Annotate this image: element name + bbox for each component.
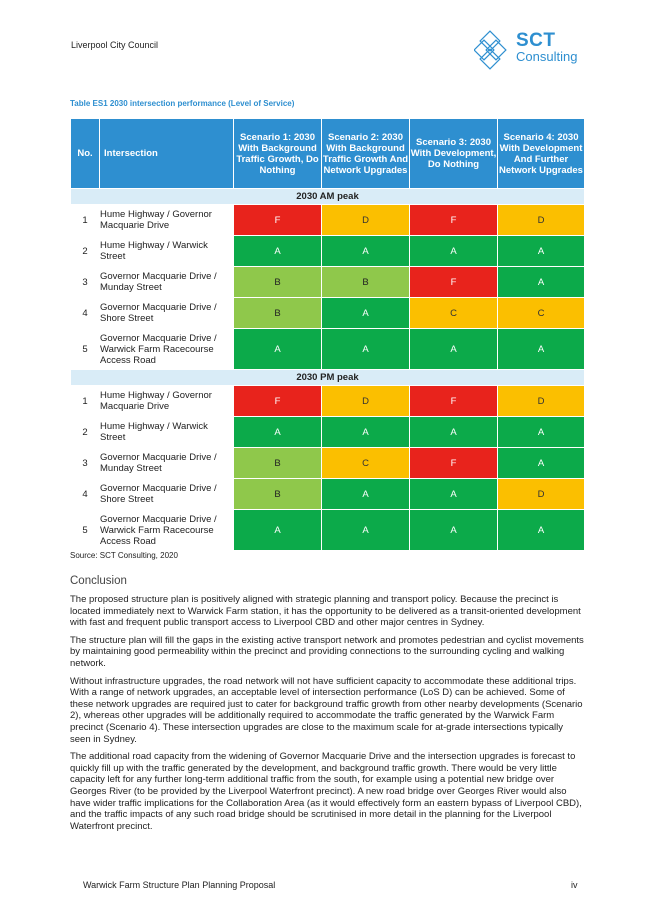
- los-cell-scenario-2: D: [322, 205, 410, 236]
- los-cell-scenario-2: A: [322, 479, 410, 510]
- conclusion-heading: Conclusion: [70, 575, 127, 587]
- col-header-intersection: Intersection: [100, 119, 234, 189]
- los-cell-scenario-1: A: [234, 510, 322, 551]
- los-cell-scenario-2: A: [322, 510, 410, 551]
- los-cell-scenario-3: A: [410, 479, 498, 510]
- conclusion-body: [70, 594, 584, 838]
- conclusion-paragraph: Without infrastructure upgrades, the road network will not have sufficient capacity to accommodate these additional trips. With a range of network upgrades, an acceptable level of intersection performance (LoS D) can be achieved. Some of these network upgrades are required just to cater for background traffic growth from other nearby developments (Scenario 2), whereas other upgrades will be additionally required to accommodate the traffic generated by the Warwick Farm precinct (Scenario 4). These intersection upgrades are close to the maximum scale for at-grade intersections typically seen in Sydney.: [70, 675, 583, 745]
- table-row: [71, 479, 585, 510]
- row-number: 5: [71, 510, 100, 551]
- los-cell-scenario-4: A: [498, 417, 585, 448]
- row-number: 1: [71, 205, 100, 236]
- table-row: [71, 236, 585, 267]
- conclusion-paragraph: The proposed structure plan is positively aligned with strategic planning and transport policy. Because the precinct is located immediately next to Warwick Farm station, it has the opportunity to be delivered as a transit-oriented development with fast and frequent public transport access to Liverpool CBD and other major centres in Sydney.: [70, 594, 581, 629]
- col-header-scenario-3: Scenario 3: 2030 With Development, Do Nothing: [410, 119, 498, 189]
- table-row: [71, 448, 585, 479]
- los-cell-scenario-4: D: [498, 205, 585, 236]
- los-cell-scenario-1: B: [234, 479, 322, 510]
- row-number: 1: [71, 386, 100, 417]
- intersection-performance-table: [70, 118, 585, 551]
- los-cell-scenario-2: B: [322, 267, 410, 298]
- los-cell-scenario-3: C: [410, 298, 498, 329]
- row-number: 2: [71, 417, 100, 448]
- los-cell-scenario-4: A: [498, 510, 585, 551]
- footer-title: Warwick Farm Structure Plan Planning Proposal: [83, 880, 276, 890]
- conclusion-paragraph: The structure plan will fill the gaps in the existing active transport network and promotes pedestrian and cyclist movements by maintaining good permeability within the precinct and providing connections to the surrounding cycling and walking network.: [70, 634, 584, 669]
- intersection-name: Governor Macquarie Drive / Warwick Farm Racecourse Access Road: [100, 510, 234, 551]
- intersection-name: Governor Macquarie Drive / Warwick Farm Racecourse Access Road: [100, 329, 234, 370]
- section-row: [71, 189, 585, 205]
- row-number: 2: [71, 236, 100, 267]
- intersection-name: Governor Macquarie Drive / Munday Street: [100, 267, 234, 298]
- row-number: 5: [71, 329, 100, 370]
- table-source: Source: SCT Consulting, 2020: [70, 551, 178, 560]
- row-number: 3: [71, 267, 100, 298]
- los-cell-scenario-1: B: [234, 298, 322, 329]
- footer-page-number: iv: [571, 880, 578, 890]
- los-cell-scenario-2: A: [322, 298, 410, 329]
- los-cell-scenario-4: A: [498, 448, 585, 479]
- col-header-scenario-1: Scenario 1: 2030 With Background Traffic Growth, Do Nothing: [234, 119, 322, 189]
- row-number: 3: [71, 448, 100, 479]
- section-title: 2030 AM peak: [71, 189, 585, 205]
- sct-logo: [474, 30, 589, 72]
- logo-sct: SCT: [516, 30, 556, 51]
- col-header-no: No.: [71, 119, 100, 189]
- section-title: 2030 PM peak: [71, 370, 585, 386]
- table-row: [71, 298, 585, 329]
- los-cell-scenario-3: F: [410, 267, 498, 298]
- los-cell-scenario-3: A: [410, 510, 498, 551]
- los-cell-scenario-4: C: [498, 298, 585, 329]
- los-cell-scenario-2: D: [322, 386, 410, 417]
- table-row: [71, 417, 585, 448]
- conclusion-paragraph: The additional road capacity from the widening of Governor Macquarie Drive and the intersection upgrades is forecast to quickly fill up with the traffic generated by the development, and background traffic growth. There would be very little capacity left for any further long-term additional traffic from the south, for example using a potential new bridge over Georges River (to be provided by the Liverpool Waterfront precinct). A new road bridge over Georges River would also have wider traffic implications for the Collaboration Area (as it would effectively form an eastern bypass of Liverpool CBD), and the traffic impacts of any such road bridge should be scrutinised in more detail in the planning for the Liverpool Waterfront precinct.: [70, 751, 582, 832]
- los-cell-scenario-4: A: [498, 267, 585, 298]
- table-row: [71, 267, 585, 298]
- intersection-name: Governor Macquarie Drive / Shore Street: [100, 298, 234, 329]
- los-cell-scenario-2: C: [322, 448, 410, 479]
- intersection-name: Hume Highway / Governor Macquarie Drive: [100, 205, 234, 236]
- los-cell-scenario-2: A: [322, 236, 410, 267]
- table-row: [71, 386, 585, 417]
- los-cell-scenario-3: F: [410, 205, 498, 236]
- sct-logo-icon: [474, 30, 516, 72]
- col-header-scenario-2: Scenario 2: 2030 With Background Traffic Growth And Network Upgrades: [322, 119, 410, 189]
- table-row: [71, 510, 585, 551]
- los-cell-scenario-1: B: [234, 448, 322, 479]
- row-number: 4: [71, 479, 100, 510]
- col-header-scenario-4: Scenario 4: 2030 With Development And Further Network Upgrades: [498, 119, 585, 189]
- table-row: [71, 205, 585, 236]
- row-number: 4: [71, 298, 100, 329]
- header-org: Liverpool City Council: [71, 40, 159, 50]
- los-cell-scenario-3: F: [410, 448, 498, 479]
- los-cell-scenario-4: D: [498, 479, 585, 510]
- los-cell-scenario-3: F: [410, 386, 498, 417]
- logo-consulting: Consulting: [516, 49, 578, 64]
- los-cell-scenario-1: B: [234, 267, 322, 298]
- intersection-name: Governor Macquarie Drive / Munday Street: [100, 448, 234, 479]
- los-cell-scenario-4: A: [498, 329, 585, 370]
- los-cell-scenario-1: A: [234, 417, 322, 448]
- table-caption: Table ES1 2030 intersection performance (Level of Service): [70, 99, 295, 108]
- los-cell-scenario-4: A: [498, 236, 585, 267]
- los-cell-scenario-2: A: [322, 329, 410, 370]
- section-row: [71, 370, 585, 386]
- los-cell-scenario-3: A: [410, 236, 498, 267]
- los-cell-scenario-3: A: [410, 417, 498, 448]
- los-cell-scenario-4: D: [498, 386, 585, 417]
- table-row: [71, 329, 585, 370]
- los-cell-scenario-1: A: [234, 329, 322, 370]
- intersection-name: Hume Highway / Governor Macquarie Drive: [100, 386, 234, 417]
- intersection-name: Hume Highway / Warwick Street: [100, 236, 234, 267]
- los-cell-scenario-1: F: [234, 386, 322, 417]
- intersection-name: Hume Highway / Warwick Street: [100, 417, 234, 448]
- los-cell-scenario-1: A: [234, 236, 322, 267]
- intersection-name: Governor Macquarie Drive / Shore Street: [100, 479, 234, 510]
- los-cell-scenario-1: F: [234, 205, 322, 236]
- los-cell-scenario-3: A: [410, 329, 498, 370]
- los-cell-scenario-2: A: [322, 417, 410, 448]
